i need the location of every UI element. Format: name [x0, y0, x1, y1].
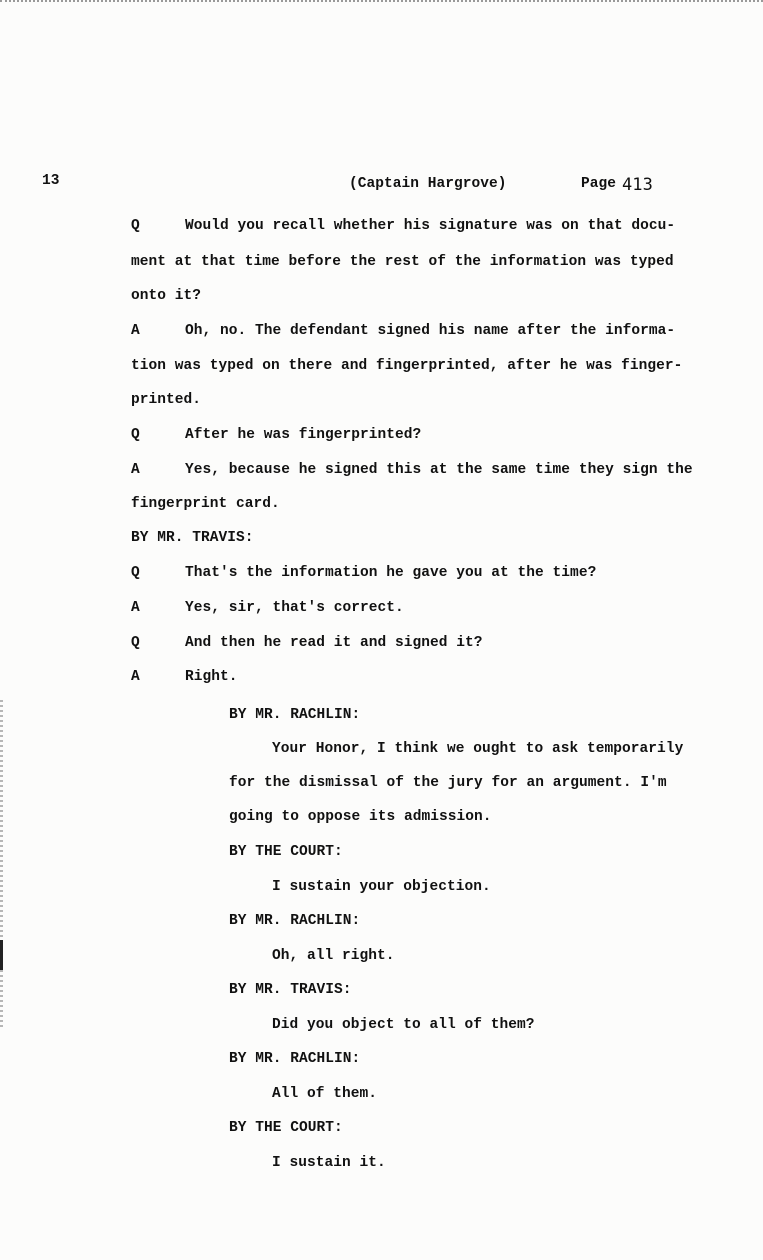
speaker-heading: BY THE COURT:	[229, 1120, 343, 1136]
page-left-edge	[0, 700, 3, 1030]
speaker-marker: Q	[131, 218, 140, 234]
speaker-marker: A	[131, 323, 140, 339]
speaker-heading: BY MR. RACHLIN:	[229, 1051, 361, 1067]
speaker-heading: BY MR. RACHLIN:	[229, 913, 361, 929]
transcript-line: Yes, because he signed this at the same time they sign the	[185, 462, 693, 478]
transcript-line: After he was fingerprinted?	[185, 427, 422, 443]
transcript-line: That's the information he gave you at the time?	[185, 565, 597, 581]
transcript-line: ment at that time before the rest of the information was typed	[131, 254, 674, 270]
transcript-line: printed.	[131, 392, 202, 408]
transcript-line: going to oppose its admission.	[229, 809, 492, 825]
transcript-line: onto it?	[131, 288, 202, 304]
transcript-line: for the dismissal of the jury for an argument. I'm	[229, 775, 667, 791]
speaker-marker: A	[131, 600, 140, 616]
transcript-line: Your Honor, I think we ought to ask temporarily	[272, 741, 684, 757]
page-left-mark	[0, 940, 3, 970]
transcript-line: Did you object to all of them?	[272, 1017, 535, 1033]
transcript-line: tion was typed on there and fingerprinted, after he was finger-	[131, 358, 683, 374]
transcript-line: Would you recall whether his signature was on that docu-	[185, 218, 676, 234]
witness-header: (Captain Hargrove)	[349, 176, 507, 192]
page-number: 413	[622, 175, 653, 195]
speaker-marker: A	[131, 669, 140, 685]
transcript-line: Oh, all right.	[272, 948, 395, 964]
page-label: Page	[581, 176, 617, 192]
transcript-line: I sustain it.	[272, 1155, 386, 1171]
speaker-heading: BY MR. TRAVIS:	[229, 982, 352, 998]
transcript-line: And then he read it and signed it?	[185, 635, 483, 651]
line-number: 13	[42, 173, 60, 189]
speaker-marker: Q	[131, 635, 140, 651]
transcript-line: Yes, sir, that's correct.	[185, 600, 404, 616]
page-top-edge	[0, 0, 763, 9]
examiner-heading: BY MR. TRAVIS:	[131, 530, 254, 546]
transcript-line: fingerprint card.	[131, 496, 280, 512]
speaker-marker: Q	[131, 565, 140, 581]
transcript-line: Right.	[185, 669, 238, 685]
transcript-line: Oh, no. The defendant signed his name after the informa-	[185, 323, 676, 339]
transcript-line: All of them.	[272, 1086, 378, 1102]
transcript-line: I sustain your objection.	[272, 879, 491, 895]
speaker-heading: BY THE COURT:	[229, 844, 343, 860]
speaker-marker: Q	[131, 427, 140, 443]
speaker-heading: BY MR. RACHLIN:	[229, 707, 361, 723]
speaker-marker: A	[131, 462, 140, 478]
